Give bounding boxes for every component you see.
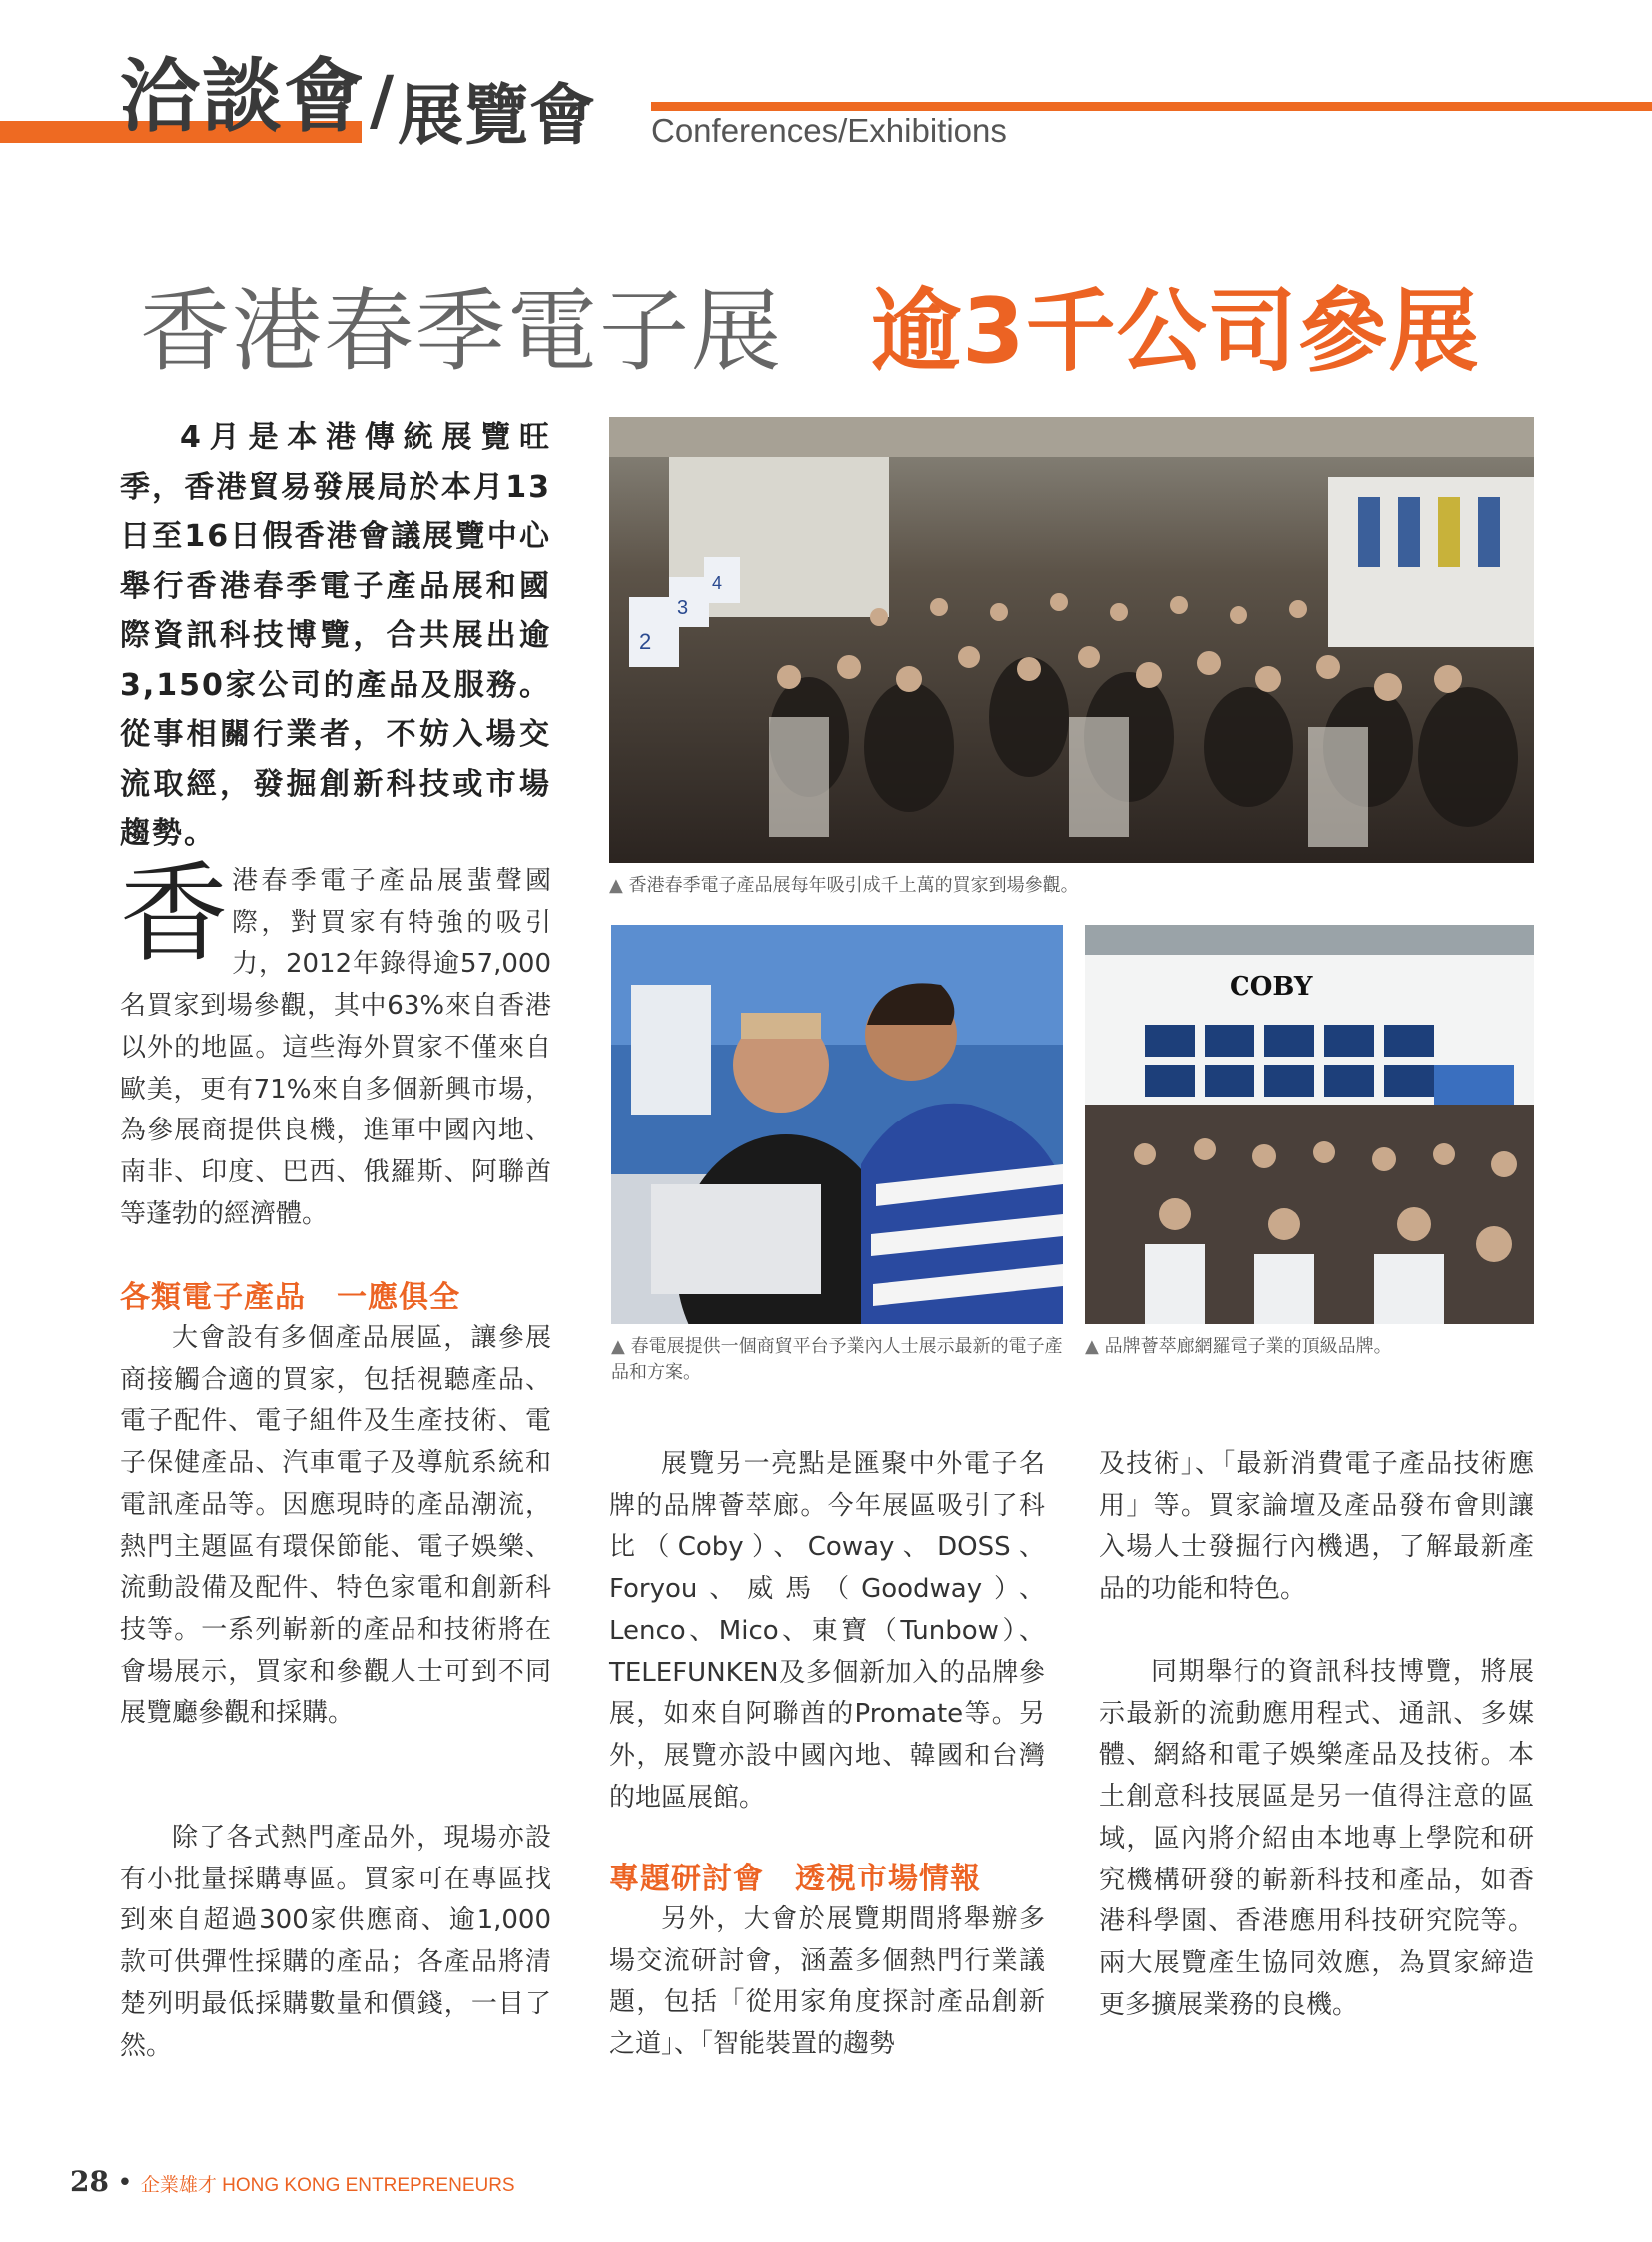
page-footer [70, 2165, 515, 2198]
caption-3-text: 品牌薈萃廊網羅電子業的頂級品牌。 [1104, 1336, 1392, 1357]
col2-paragraph-2: 另外，大會於展覽期間將舉辦多場交流研討會，涵蓋多個熱門行業議題，包括「從用家角度探討產品創新之道」、「智能裝置的趨勢 [609, 1904, 1045, 2060]
exhibitors-photo-illustration [611, 925, 1063, 1324]
coby-booth-photo-illustration [1085, 925, 1534, 1324]
article-column-2b [609, 1899, 1045, 2066]
col1-paragraph-1: 港春季電子產品展蜚聲國際，對買家有特強的吸引力，2012年錄得逾57,000名買家到場參觀，其中63%來自香港以外的地區。這些海外買家不僅來自歐美，更有71%來自多個新興市場，為參展商提供良機，進軍中國內地、南非、印度、巴西、俄羅斯、阿聯酋等蓬勃的經濟體。 [120, 866, 551, 1229]
subhead-block-2 [609, 1860, 1045, 1899]
section-title-english: Conferences/Exhibitions [651, 112, 1007, 149]
subhead-block-1 [120, 1278, 551, 1318]
caption-triangle-icon: ▲ [1085, 1336, 1105, 1357]
article-column-2 [609, 1444, 1045, 1819]
col3-paragraph-1: 及技術」、「最新消費電子產品技術應用」等。買家論壇及產品發布會則讓入場人士發掘行內機遇，了解最新產品的功能和特色。 [1099, 1449, 1534, 1605]
caption-2-text: 春電展提供一個商貿平台予業內人士展示最新的電子產品和方案。 [611, 1336, 1063, 1383]
headline-part1: 香港春季電子展 [140, 279, 783, 383]
subhead-products: 各類電子產品 一應俱全 [120, 1280, 460, 1315]
footer-bullet: • [117, 2168, 133, 2198]
caption-2 [611, 1334, 1063, 1386]
caption-1-text: 香港春季電子產品展每年吸引成千上萬的買家到場參觀。 [628, 875, 1079, 896]
publication-name: 企業雄才 HONG KONG ENTREPRENEURS [140, 2175, 515, 2196]
headline-part2: 逾3千公司參展 [871, 279, 1480, 383]
coby-sign: COBY [1230, 972, 1313, 1002]
section-title-conferences: 洽談會 [120, 50, 366, 143]
caption-triangle-icon: ▲ [609, 875, 629, 896]
photo-coby-booth [1085, 925, 1534, 1324]
booth-number-4: 4 [712, 573, 723, 593]
article-column-1c [120, 1818, 551, 2067]
caption-triangle-icon: ▲ [611, 1336, 631, 1357]
col3-paragraph-2: 同期舉行的資訊科技博覽，將展示最新的流動應用程式、通訊、多媒體、網絡和電子娛樂產品及技術。本土創意科技展區是另一值得注意的區域，區內將介紹由本地專上學院和研究機構研發的嶄新科技和產品，如香港科學園、香港應用科技研究院等。兩大展覽產生協同效應，為買家締造更多擴展業務的良機。 [1099, 1657, 1534, 2020]
article-column-3 [1099, 1444, 1534, 1611]
col1-paragraph-3: 除了各式熱門產品外，現場亦設有小批量採購專區。買家可在專區找到來自超過300家供應商、逾1,000款可供彈性採購的產品；各產品將清楚列明最低採購數量和價錢，一目了然。 [120, 1823, 551, 2061]
dropcap: 香 [120, 852, 229, 977]
page-number: 28 [70, 2165, 109, 2198]
photo-exhibitors [611, 925, 1063, 1324]
crowd-photo-illustration [609, 417, 1534, 863]
article-column-3b [1099, 1652, 1534, 2026]
subhead-seminars: 專題研討會 透視市場情報 [609, 1862, 981, 1896]
photo-crowd [609, 417, 1534, 863]
article-column-1 [120, 852, 551, 1235]
col2-paragraph-1: 展覽另一亮點是匯聚中外電子名牌的品牌薈萃廊。今年展區吸引了科比（Coby）、Coway、DOSS、Foryou、威馬（Goodway）、Lenco、Mico、東寶（Tunbow）、TELEFUNKEN及多個新加入的品牌參展，如來自阿聯酋的Promate等。另外，展覽亦設中國內地、韓國和台灣的地區展館。 [609, 1449, 1045, 1813]
section-title-slash: / [370, 62, 395, 139]
caption-3 [1085, 1334, 1534, 1360]
booth-number-2: 2 [639, 629, 652, 654]
caption-1 [609, 873, 1534, 899]
header-rule [651, 102, 1652, 111]
booth-number-3: 3 [677, 597, 689, 619]
col1-paragraph-2: 大會設有多個產品展區，讓參展商接觸合適的買家，包括視聽產品、電子配件、電子組件及生產技術、電子保健產品、汽車電子及導航系統和電訊產品等。因應現時的產品潮流，熱門主題區有環保節能、電子娛樂、流動設備及配件、特色家電和創新科技等。一系列嶄新的產品和技術將在會場展示，買家和參觀人士可到不同展覽廳參觀和採購。 [120, 1323, 551, 1729]
lead-paragraph: 4月是本港傳統展覽旺季，香港貿易發展局於本月13日至16日假香港會議展覽中心舉行香港春季電子產品展和國際資訊科技博覽，合共展出逾3,150家公司的產品及服務。從事相關行業者，不妨入場交流取經，發掘創新科技或市場趨勢。 [120, 420, 551, 851]
article-column-1b [120, 1318, 551, 1735]
section-title-exhibitions: 展覽會 [398, 77, 595, 154]
